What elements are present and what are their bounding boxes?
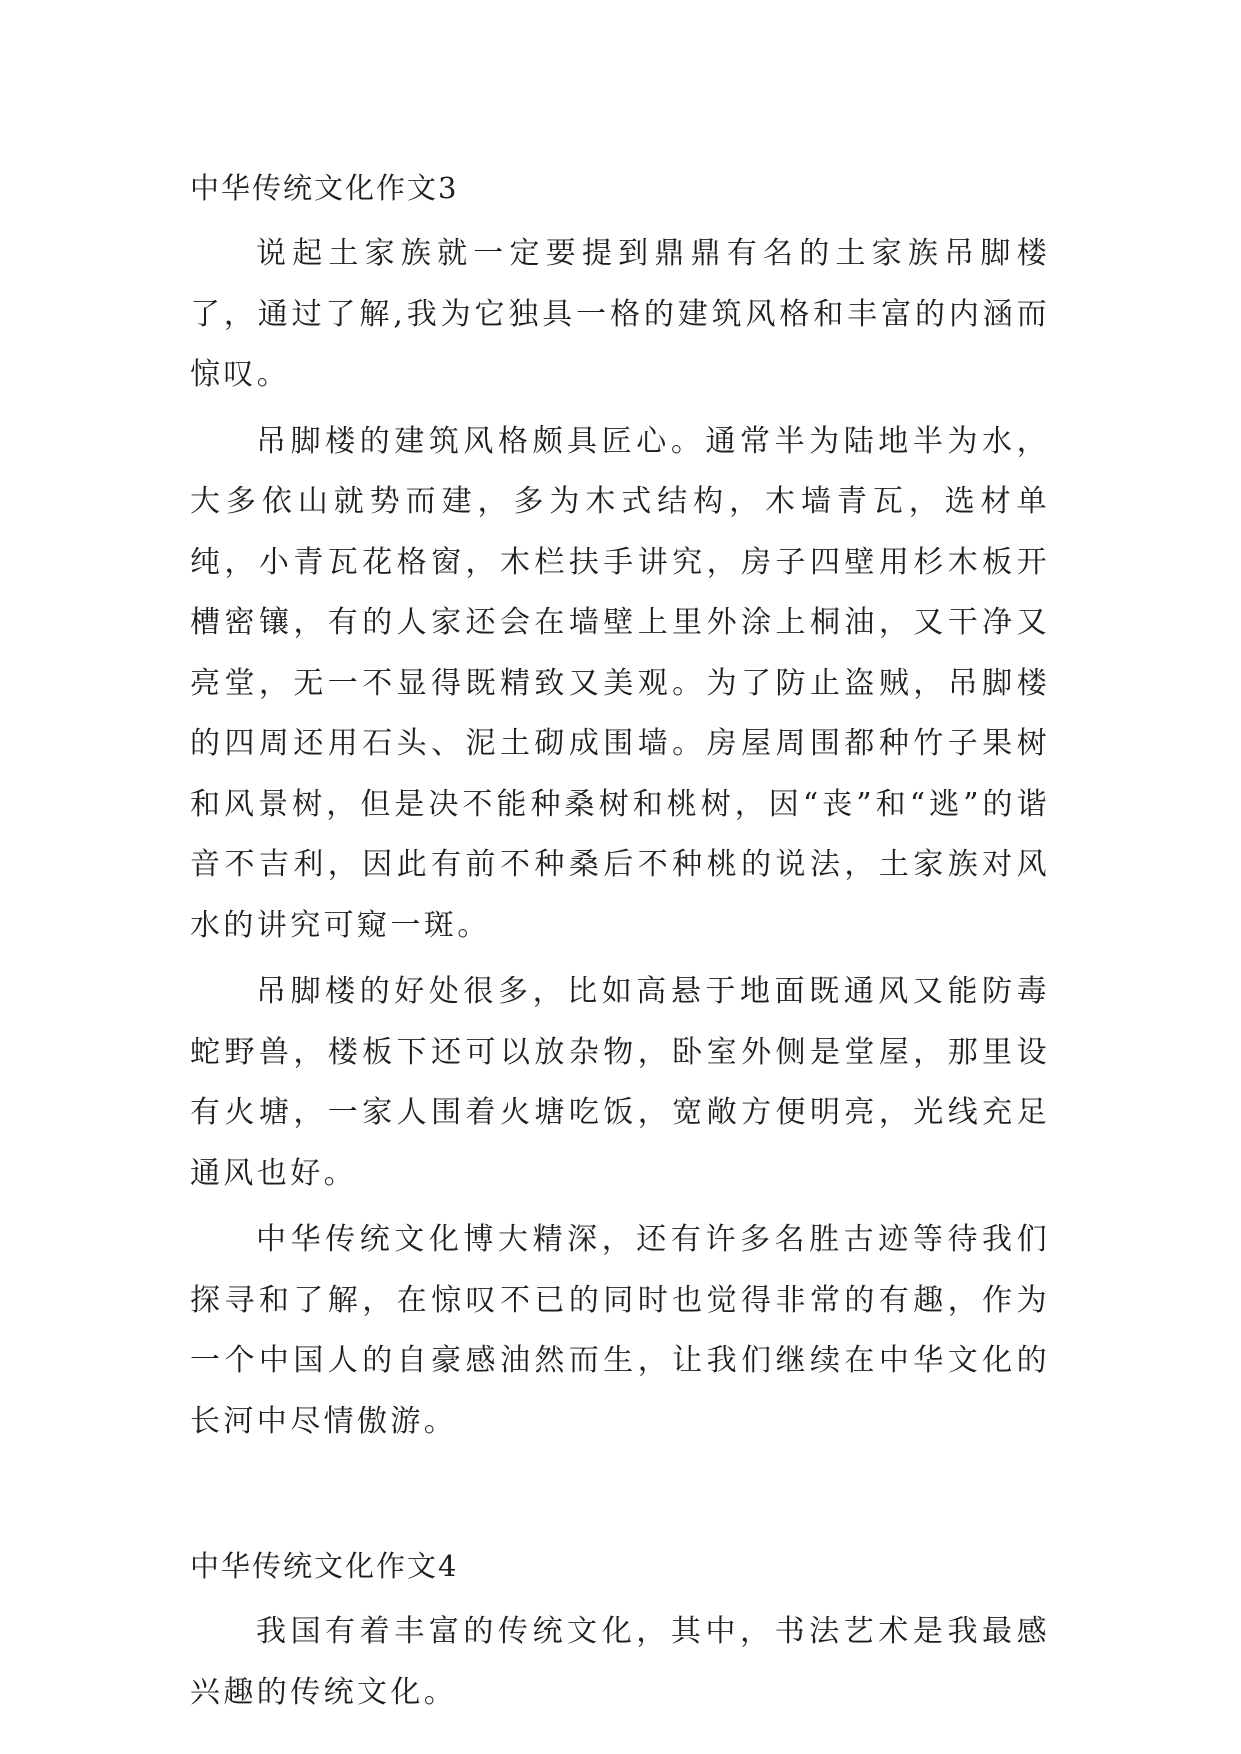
document-body <box>190 158 1050 1729</box>
essay-title: 中华传统文化作文4 <box>190 1549 459 1583</box>
essay-section <box>190 1536 1050 1723</box>
essay-paragraph: 说起土家族就一定要提到鼎鼎有名的土家族吊脚楼了，通过了解,我为它独具一格的建筑风格和丰富的内涵而惊叹。 <box>190 236 1050 392</box>
essay-paragraph: 中华传统文化博大精深，还有许多名胜古迹等待我们探寻和了解，在惊叹不已的同时也觉得非常的有趣，作为一个中国人的自豪感油然而生，让我们继续在中华文化的长河中尽情傲游。 <box>190 1222 1050 1439</box>
essay-paragraph: 我国有着丰富的传统文化，其中，书法艺术是我最感兴趣的传统文化。 <box>190 1614 1050 1710</box>
essay-paragraph: 吊脚楼的好处很多，比如高悬于地面既通风又能防毒蛇野兽，楼板下还可以放杂物，卧室外侧是堂屋，那里设有火塘，一家人围着火塘吃饭，宽敞方便明亮，光线充足通风也好。 <box>190 974 1050 1191</box>
essay-paragraph: 吊脚楼的建筑风格颇具匠心。通常半为陆地半为水，大多依山就势而建，多为木式结构，木墙青瓦，选材单纯，小青瓦花格窗，木栏扶手讲究，房子四壁用杉木板开槽密镶，有的人家还会在墙壁上里外涂上桐油，又干净又亮堂，无一不显得既精致又美观。为了防止盗贼，吊脚楼的四周还用石头、泥土砌成围墙。房屋周围都种竹子果树和风景树，但是决不能种桑树和桃树，因“丧”和“逃”的谐音不吉利，因此有前不种桑后不种桃的说法，土家族对风水的讲究可窥一斑。 <box>190 423 1050 943</box>
essay-title: 中华传统文化作文3 <box>190 171 459 205</box>
section-spacer <box>190 1458 1050 1536</box>
essay-section <box>190 158 1050 1452</box>
